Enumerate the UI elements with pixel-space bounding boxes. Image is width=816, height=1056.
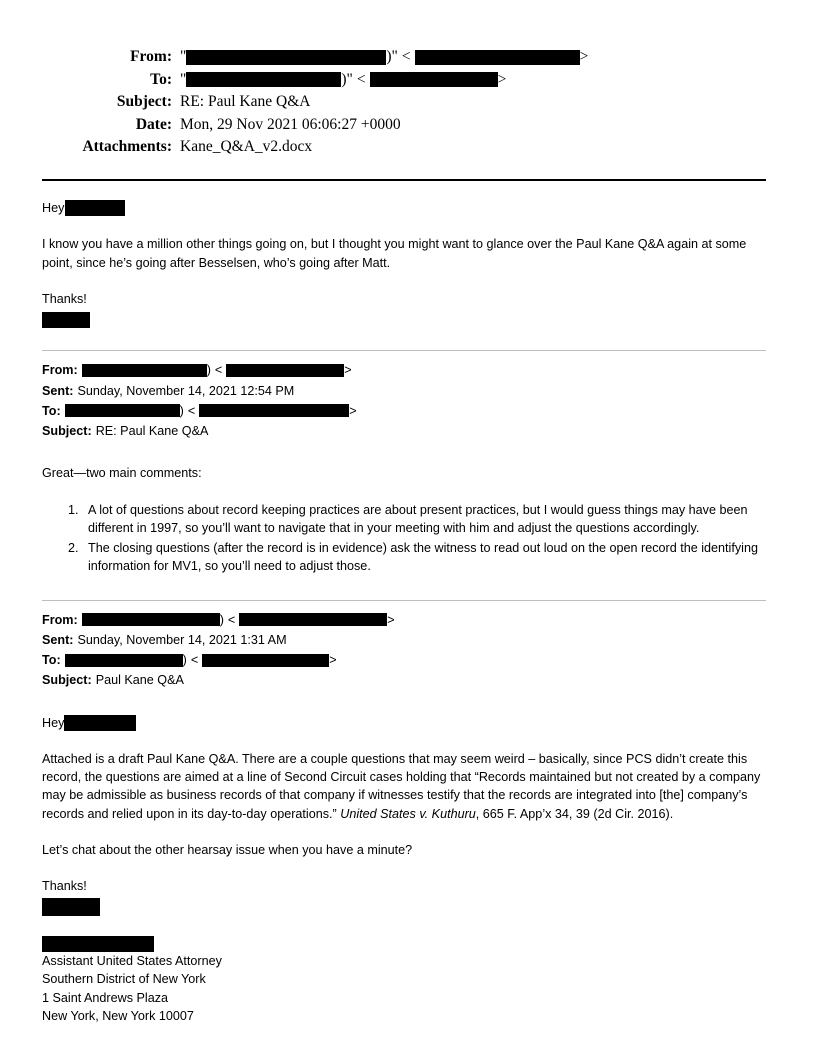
redaction-bar — [65, 404, 180, 417]
message-1-signature — [42, 310, 766, 328]
redaction-bar — [42, 312, 90, 328]
message-2 — [42, 361, 766, 575]
angle-open: < — [214, 363, 223, 378]
message-3-signature-block — [42, 934, 766, 1025]
header-label-from: From: — [130, 48, 172, 65]
redaction-bar — [82, 613, 220, 626]
message-3-paragraph — [42, 750, 766, 823]
angle-open: < — [356, 70, 366, 88]
redaction-bar — [186, 50, 386, 65]
angle-close: > — [344, 363, 352, 378]
message-2-list — [42, 501, 766, 576]
signature-line: Assistant United States Attorney — [42, 954, 222, 969]
header-row-subject — [42, 93, 766, 112]
quote-close: )" — [341, 70, 353, 88]
message-1-greeting: Hey — [42, 201, 65, 215]
message-3-paragraph-part1: Attached is a draft Paul Kane Q&A. There are a couple questions that may seem weird – basically, since PCS didn’t create this record, the questions are aimed at a line of Second Circuit cases holding that “Records maintained but not created by a company may be admissible as business records of that company if witnesses testify that the records are integrated into [the] company’s records and relied upon in its day-to-day operations.” — [42, 751, 761, 821]
header-value-subject: RE: Paul Kane Q&A — [180, 93, 311, 110]
angle-close: > — [579, 48, 589, 65]
redaction-bar — [65, 654, 183, 667]
header-row-from — [42, 48, 766, 67]
header-row-to — [42, 71, 766, 90]
redaction-bar — [370, 72, 498, 87]
angle-close: > — [387, 612, 395, 627]
message-3-greeting: Hey — [42, 715, 65, 730]
header-value-from — [180, 48, 766, 66]
redaction-bar — [65, 200, 125, 216]
signature-line: New York, New York 10007 — [42, 1008, 194, 1023]
message-2-to-line — [42, 402, 766, 420]
angle-close: > — [329, 653, 337, 667]
case-citation: United States v. Kuthuru — [340, 806, 476, 821]
quote-open: " — [180, 48, 187, 65]
header-label-attachments: Attachments: — [82, 138, 172, 155]
message-2-sent-label: Sent: — [42, 383, 74, 398]
message-2-subject-value: RE: Paul Kane Q&A — [95, 424, 209, 438]
message-3-from-label: From: — [42, 612, 78, 627]
message-3 — [42, 611, 766, 1026]
email-body — [42, 181, 766, 1025]
header-value-date: Mon, 29 Nov 2021 06:06:27 +0000 — [180, 115, 401, 133]
message-3-from-line — [42, 611, 766, 629]
header-label-to: To: — [150, 70, 172, 88]
message-2-from-line — [42, 361, 766, 379]
angle-open: < — [187, 403, 196, 418]
redaction-bar — [239, 613, 387, 626]
paren-close: ) — [219, 612, 224, 627]
signature-line: Southern District of New York — [42, 972, 206, 987]
message-2-from-label: From: — [42, 363, 78, 378]
redaction-bar — [42, 936, 154, 952]
email-header — [42, 48, 766, 157]
header-row-attachments — [42, 138, 766, 157]
signature-line: 1 Saint Andrews Plaza — [42, 990, 169, 1005]
message-3-sent-value: Sunday, November 14, 2021 1:31 AM — [77, 632, 287, 647]
angle-open: < — [401, 48, 411, 65]
message-2-to-label: To: — [42, 403, 61, 418]
quote-open: " — [180, 70, 187, 88]
header-row-date — [42, 116, 766, 135]
header-label-date: Date: — [135, 115, 172, 133]
message-2-subject-label: Subject: — [42, 424, 92, 438]
message-1 — [42, 199, 766, 328]
paren-close: ) — [179, 403, 184, 418]
angle-open: < — [227, 612, 236, 627]
message-3-subject-label: Subject: — [42, 673, 92, 688]
message-1-paragraph: I know you have a million other things going on, but I thought you might want to glance over the Paul Kane Q&A again at some point, since he’s going after Besselsen, who’s going after Matt. — [42, 237, 747, 270]
header-label-subject: Subject: — [116, 93, 172, 110]
message-2-sent-value: Sunday, November 14, 2021 12:54 PM — [77, 383, 295, 398]
message-2-intro: Great—two main comments: — [42, 466, 202, 481]
quote-close: )" — [386, 48, 398, 65]
angle-close: > — [497, 70, 507, 88]
redaction-bar — [415, 50, 580, 65]
message-2-subject-line — [42, 422, 766, 440]
message-3-to-label: To: — [42, 653, 61, 667]
signature-name-redaction — [42, 934, 766, 952]
message-3-subject-line — [42, 671, 766, 689]
paren-close: ) — [182, 653, 187, 667]
angle-open: < — [190, 653, 199, 667]
redaction-bar — [42, 898, 100, 916]
message-3-sent-line — [42, 631, 766, 649]
message-1-greeting-line — [42, 199, 766, 217]
redaction-bar — [202, 654, 329, 667]
redaction-bar — [64, 715, 136, 731]
angle-close: > — [349, 403, 357, 418]
message-3-closing: Thanks! — [42, 879, 87, 893]
list-item: 1. A lot of questions about record keeping practices are about present practices, but I would guess things may have been different in 1997, so you’ll want to navigate that in your meeting with him and adjust the questions accordingly. — [82, 501, 766, 538]
message-3-greeting-line — [42, 714, 766, 732]
message-3-followup: Let’s chat about the other hearsay issue when you have a minute? — [42, 842, 413, 857]
redaction-bar — [199, 404, 349, 417]
redaction-bar — [186, 72, 341, 87]
message-1-closing: Thanks! — [42, 291, 87, 306]
paren-close: ) — [206, 363, 211, 378]
message-3-sent-label: Sent: — [42, 632, 74, 647]
redaction-bar — [226, 364, 344, 377]
header-value-attachments: Kane_Q&A_v2.docx — [180, 138, 313, 155]
message-2-sent-line — [42, 382, 766, 400]
header-value-to — [180, 71, 766, 89]
message-3-subject-value: Paul Kane Q&A — [95, 673, 184, 688]
message-3-paragraph-part2: , 665 F. App’x 34, 39 (2d Cir. 2016). — [475, 806, 674, 821]
list-item: 2. The closing questions (after the record is in evidence) ask the witness to read out loud on the open record the identifying information for MV1, so you’ll need to adjust those. — [82, 539, 766, 576]
message-3-to-line — [42, 651, 766, 669]
message-3-signature-redaction — [42, 897, 766, 916]
redaction-bar — [82, 364, 207, 377]
